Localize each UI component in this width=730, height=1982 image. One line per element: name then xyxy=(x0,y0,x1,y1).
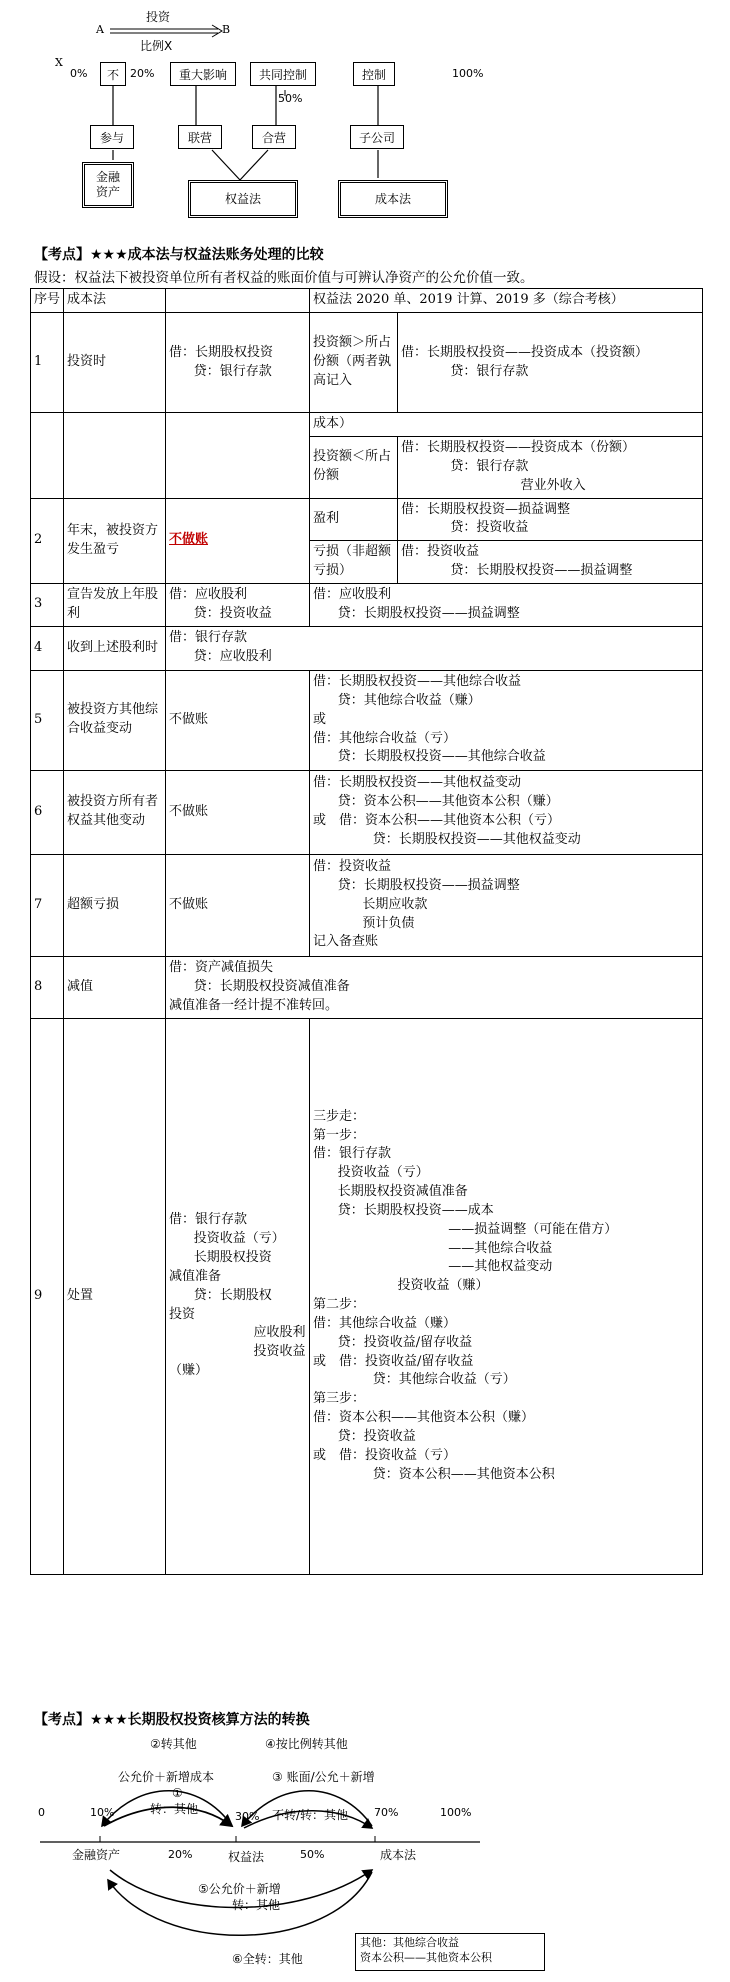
header-no: 序号 xyxy=(31,289,64,313)
tick-10: 10% xyxy=(90,1806,115,1819)
label-fair-value-new-cost: 公允价＋新增成本 xyxy=(118,1770,215,1784)
table-row: 3 宣告发放上年股利 借：应收股利 贷：投资收益 借：应收股利 贷：长期股权投资——损益调整 xyxy=(31,583,703,626)
table-row: 9 处置 借：银行存款 投资收益（亏） 长期股权投资 减值准备 贷：长期股权 投资 应收股利 投资收益 （赚） 三步走： 第一步： 借：银行存款 投资收益（亏） 长期股权投资减值准备 贷：长期股权投资——成本 ——损益调整（可能在借方） ——其他综合收益 ——其他权益变动 投资收益（赚） 第二步： 借：其他综合收益（赚） 贷：投资收益/留存收益 或 借：投资收益/留存收益 贷：其他综合收益（亏） 第三步： 借：资本公积——其他资本公积（赚） 贷：投资收益 或 借：投资收益（亏） 贷：资本公积——其他资本公积 xyxy=(31,1018,703,1574)
pct-50: 50% xyxy=(278,92,303,105)
tick-100: 100% xyxy=(440,1806,472,1819)
label-arrow-1-transfer: 转：其他 xyxy=(150,1802,199,1816)
node-equity-method: 权益法 xyxy=(228,1850,265,1864)
tick-0: 0 xyxy=(38,1806,45,1819)
label-a: A xyxy=(96,23,104,36)
table-header-row xyxy=(31,289,703,313)
label-arrow-3: ③ 账面/公允＋新增 xyxy=(272,1770,375,1784)
box-equity-method: 权益法 xyxy=(188,180,298,218)
box-not: 不 xyxy=(100,62,126,86)
node-financial-asset: 金融资产 xyxy=(72,1848,121,1862)
no-entry-highlight: 不做账 xyxy=(169,532,209,548)
pct-20: 20% xyxy=(130,67,155,80)
label-arrow-1: ① xyxy=(172,1786,183,1800)
label-arrow-4: ④按比例转其他 xyxy=(265,1737,348,1751)
label-arrow-5: ⑤公允价＋新增 xyxy=(198,1882,281,1896)
box-participate: 参与 xyxy=(90,125,134,149)
tick-70: 70% xyxy=(374,1806,399,1819)
table-row: 成本） xyxy=(31,413,703,437)
legend-box: 其他：其他综合收益 资本公积——其他资本公积 xyxy=(355,1933,545,1971)
box-joint-venture: 合营 xyxy=(252,125,296,149)
table-row: 4 收到上述股利时 借：银行存款 贷：应收股利 xyxy=(31,626,703,670)
node-cost-method: 成本法 xyxy=(380,1848,417,1862)
label-arrow-2: ②转其他 xyxy=(150,1737,197,1751)
box-subsidiary: 子公司 xyxy=(350,125,404,149)
box-control: 控制 xyxy=(353,62,395,86)
table-row: 亏损（非超额亏损） 借：投资收益 贷：长期股权投资——损益调整 xyxy=(31,541,703,584)
label-arrow-6: ⑥全转：其他 xyxy=(232,1952,303,1966)
table-row: 7 超额亏损 不做账 借：投资收益 贷：长期股权投资——损益调整 长期应收款 预计负债 记入备查账 xyxy=(31,854,703,956)
box-significant-influence: 重大影响 xyxy=(170,62,236,86)
assumption-note: 假设：权益法下被投资单位所有者权益的账面价值与可辨认净资产的公允价值一致。 xyxy=(34,270,534,286)
section-heading-comparison: 【考点】★★★成本法与权益法账务处理的比较 xyxy=(34,247,324,263)
label-b: B xyxy=(222,23,231,36)
label-investment: 投资 xyxy=(146,10,171,24)
tick-30: 30% xyxy=(235,1810,260,1823)
header-equity-method: 权益法 2020 单、2019 计算、2019 多（综合考核） xyxy=(310,289,703,313)
label-x: X xyxy=(55,56,63,69)
box-financial-asset: 金融资产 xyxy=(82,162,134,208)
label-ratio: 比例X xyxy=(140,39,173,53)
table-row: 1 投资时 借：长期股权投资 贷：银行存款 投资额＞所占份额（两者孰高记入 借：长期股权投资——投资成本（投资额） 贷：银行存款 xyxy=(31,313,703,413)
box-associate: 联营 xyxy=(178,125,222,149)
label-arrow-5-transfer: 转：其他 xyxy=(232,1898,281,1912)
table-row: 6 被投资方所有者权益其他变动 不做账 借：长期股权投资——其他权益变动 贷：资本公积——其他资本公积（赚） 或 借：资本公积——其他资本公积（亏） 贷：长期股权投资——其他权益变动 xyxy=(31,770,703,854)
box-joint-control: 共同控制 xyxy=(250,62,316,86)
header-cost-method: 成本法 xyxy=(64,289,166,313)
comparison-table xyxy=(30,288,703,1575)
table-row: 5 被投资方其他综合收益变动 不做账 借：长期股权投资——其他综合收益 贷：其他综合收益（赚） 或 借：其他综合收益（亏） 贷：长期股权投资——其他综合收益 xyxy=(31,670,703,770)
table-row: 投资额＜所占份额 借：长期股权投资——投资成本（份额） 贷：银行存款 营业外收入 xyxy=(31,437,703,499)
table-row: 2 年末，被投资方发生盈亏 不做账 盈利 借：长期股权投资—损益调整 贷：投资收益 xyxy=(31,498,703,541)
box-cost-method: 成本法 xyxy=(338,180,448,218)
pct-100: 100% xyxy=(452,67,484,80)
label-no-transfer: 不转/转：其他 xyxy=(272,1808,349,1822)
table-row: 8 减值 借：资产减值损失 贷：长期股权投资减值准备 减值准备一经计提不准转回。 xyxy=(31,956,703,1018)
tick-20: 20% xyxy=(168,1848,193,1861)
section-heading-conversion: 【考点】★★★长期股权投资核算方法的转换 xyxy=(34,1712,310,1728)
tick-50: 50% xyxy=(300,1848,325,1861)
pct-0: 0% xyxy=(70,67,88,80)
